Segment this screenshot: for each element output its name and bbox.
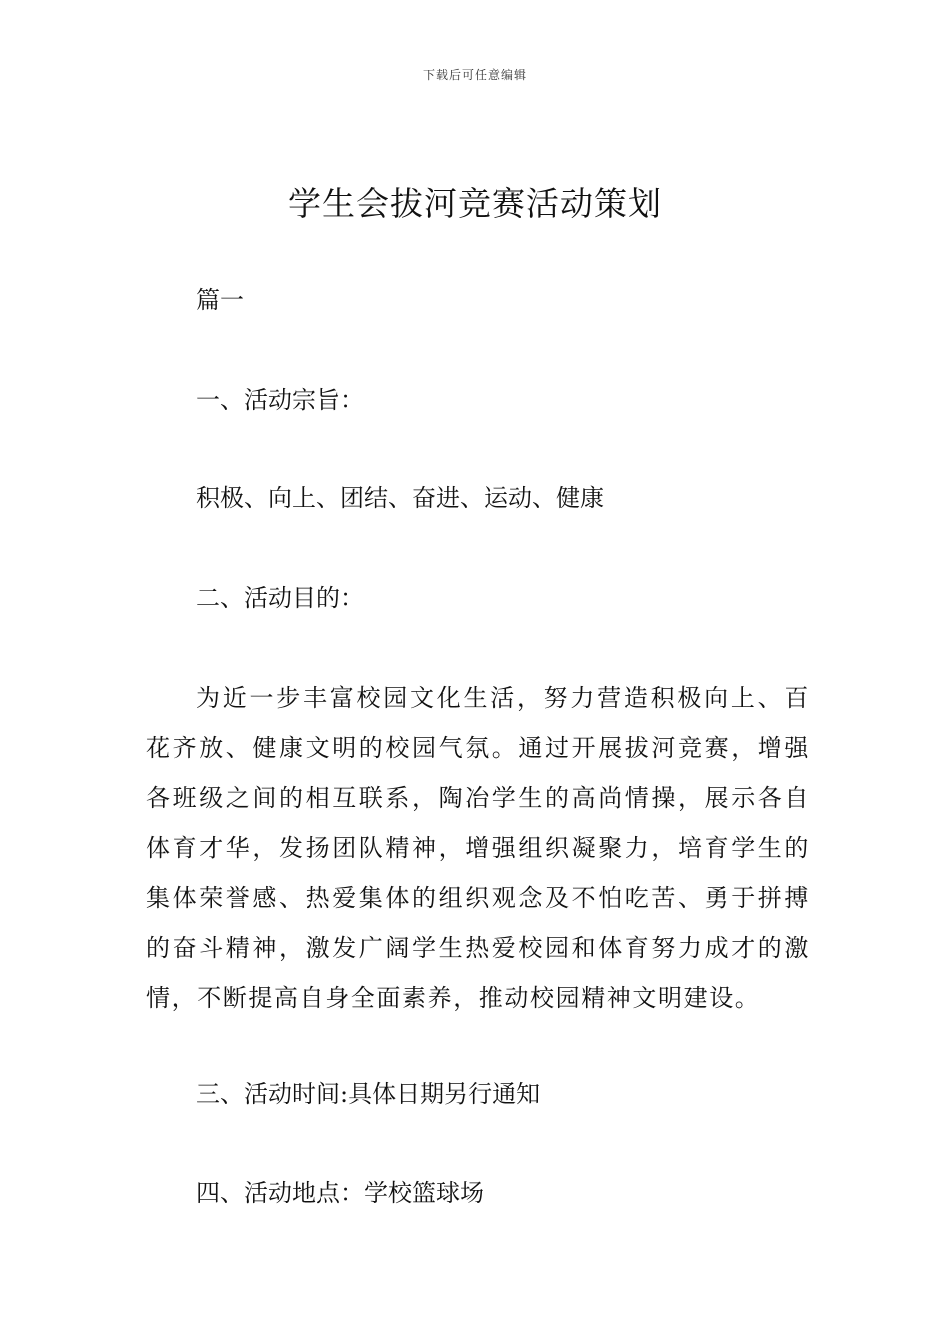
section-2-paragraph: 为近一步丰富校园文化生活，努力营造积极向上、百花齐放、健康文明的校园气氛。通过开展拔河竞赛，增强各班级之间的相互联系，陶冶学生的高尚情操，展示各自体育才华，发扬团队精神，增强组织凝聚力，培育学生的集体荣誉感、热爱集体的组织观念及不怕吃苦、勇于拼搏的奋斗精神，激发广阔学生热爱校园和体育努力成才的激情，不断提高自身全面素养，推动校园精神文明建设。 <box>146 684 810 1012</box>
section-1-heading: 一、活动宗旨： <box>196 386 364 414</box>
document-title: 学生会拔河竞赛活动策划 <box>288 184 662 223</box>
section-2-heading: 二、活动目的： <box>196 584 364 612</box>
header-note: 下载后可任意编辑 <box>422 68 527 82</box>
part-label: 篇一 <box>196 286 244 314</box>
section-3-line: 三、活动时间:具体日期另行通知 <box>196 1080 541 1108</box>
section-4-line: 四、活动地点：学校篮球场 <box>196 1179 484 1207</box>
section-1-body: 积极、向上、团结、奋进、运动、健康 <box>196 484 604 512</box>
